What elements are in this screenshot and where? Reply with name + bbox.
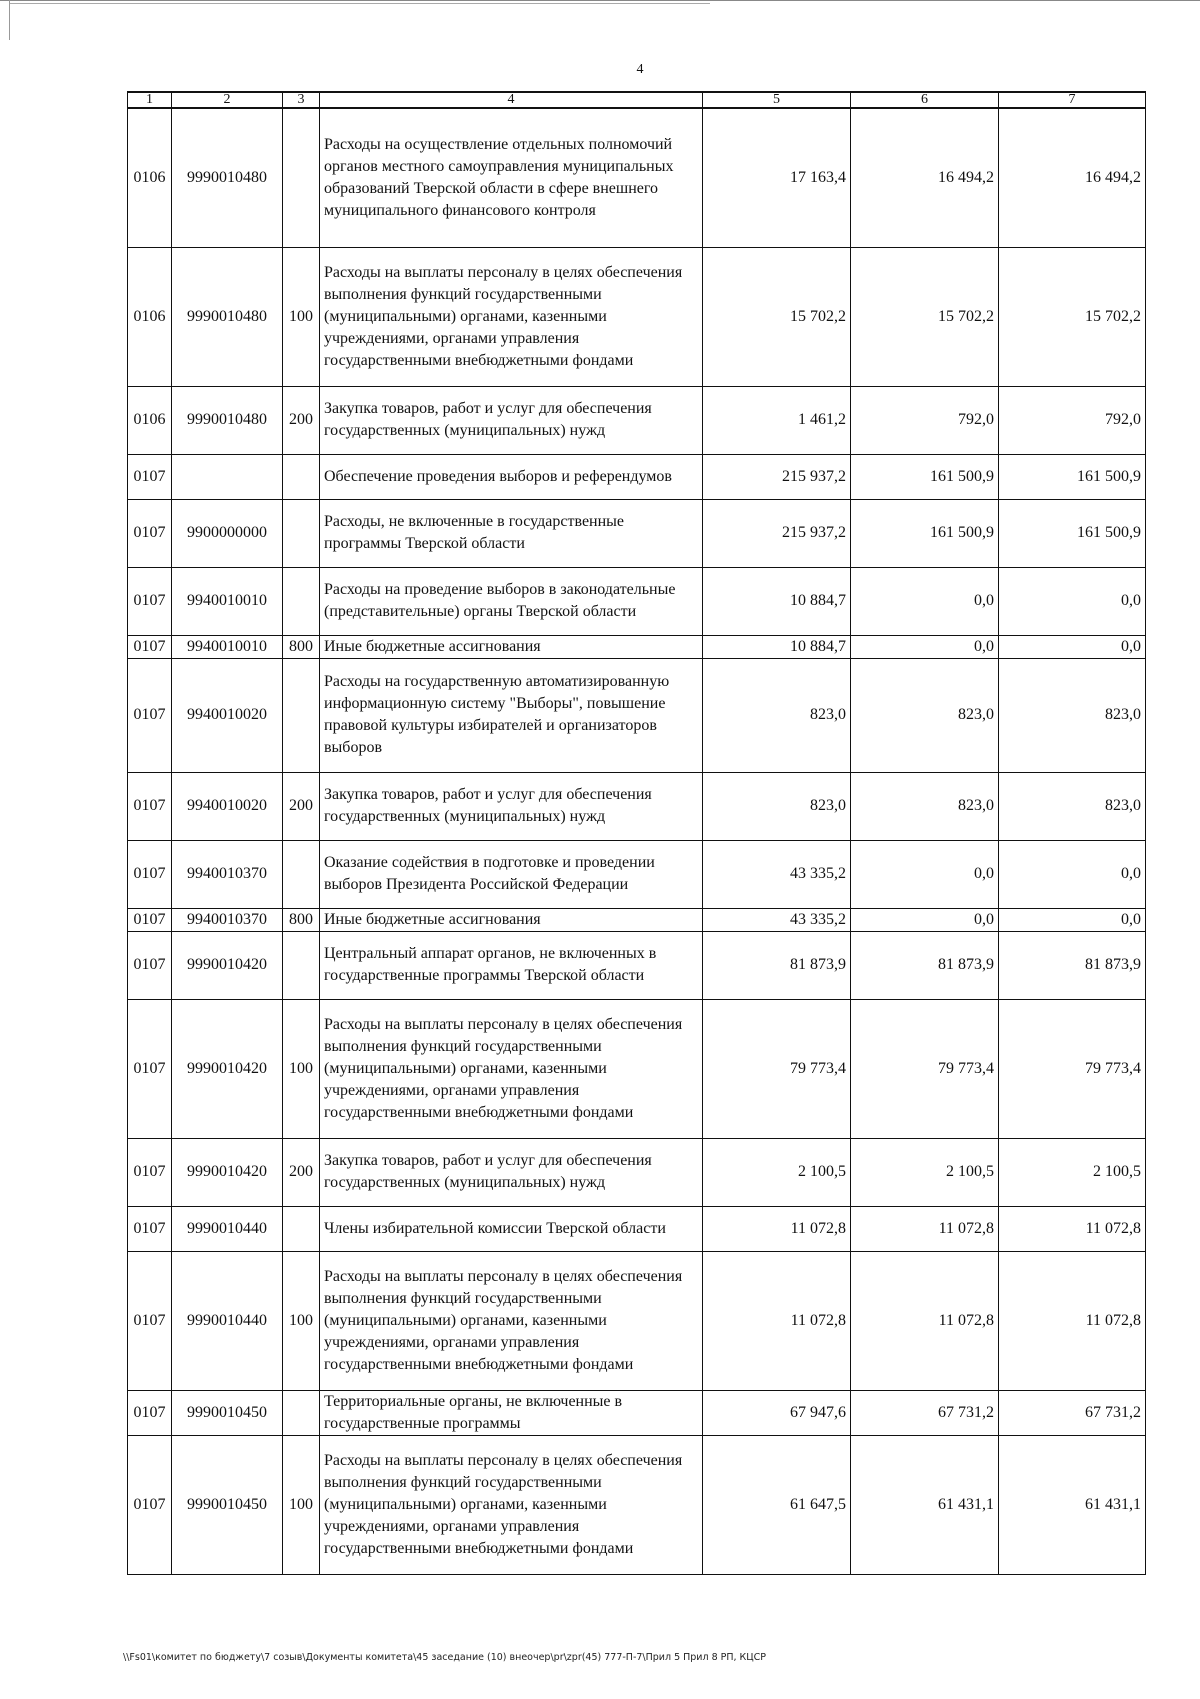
expense-type-code [283,1206,320,1251]
amount-col7: 15 702,2 [999,247,1146,386]
amount-col5: 61 647,5 [703,1435,851,1574]
expense-type-code [283,499,320,567]
amount-col6: 823,0 [851,772,999,840]
amount-col6: 0,0 [851,567,999,635]
amount-col7: 67 731,2 [999,1390,1146,1435]
table-row [128,386,1146,454]
section-code: 0107 [128,772,172,840]
amount-col7: 823,0 [999,772,1146,840]
amount-col7: 79 773,4 [999,999,1146,1138]
amount-col7: 823,0 [999,658,1146,772]
expense-type-code: 100 [283,1251,320,1390]
expense-type-code: 100 [283,1435,320,1574]
amount-col6: 67 731,2 [851,1390,999,1435]
target-article-code: 9990010450 [172,1435,283,1574]
section-code: 0107 [128,567,172,635]
section-code: 0107 [128,931,172,999]
table-row [128,1435,1146,1574]
row-description: Расходы на выплаты персоналу в целях обеспечения выполнения функций государственными (муниципальными) органами, казенными учреждениями, органами управления государственными внебюджетными фондами [320,1435,703,1574]
expense-type-code [283,1390,320,1435]
amount-col5: 823,0 [703,658,851,772]
amount-col7: 161 500,9 [999,499,1146,567]
amount-col7: 792,0 [999,386,1146,454]
column-header: 7 [999,92,1146,108]
amount-col6: 0,0 [851,635,999,658]
amount-col5: 43 335,2 [703,840,851,908]
expense-type-code: 200 [283,386,320,454]
target-article-code [172,454,283,499]
target-article-code: 9940010010 [172,635,283,658]
amount-col7: 81 873,9 [999,931,1146,999]
row-description: Оказание содействия в подготовке и проведении выборов Президента Российской Федерации [320,840,703,908]
section-code: 0107 [128,1251,172,1390]
table-row [128,454,1146,499]
section-code: 0107 [128,840,172,908]
amount-col6: 823,0 [851,658,999,772]
expense-type-code [283,567,320,635]
amount-col5: 2 100,5 [703,1138,851,1206]
expense-type-code: 200 [283,1138,320,1206]
row-description: Расходы на выплаты персоналу в целях обеспечения выполнения функций государственными (муниципальными) органами, казенными учреждениями, органами управления государственными внебюджетными фондами [320,247,703,386]
section-code: 0107 [128,1206,172,1251]
budget-table [127,91,1146,1575]
amount-col5: 79 773,4 [703,999,851,1138]
target-article-code: 9990010420 [172,1138,283,1206]
table-header-row [128,92,1146,108]
table-row [128,999,1146,1138]
amount-col7: 61 431,1 [999,1435,1146,1574]
row-description: Закупка товаров, работ и услуг для обеспечения государственных (муниципальных) нужд [320,772,703,840]
amount-col6: 11 072,8 [851,1206,999,1251]
section-code: 0107 [128,1390,172,1435]
row-description: Расходы на выплаты персоналу в целях обеспечения выполнения функций государственными (муниципальными) органами, казенными учреждениями, органами управления государственными внебюджетными фондами [320,1251,703,1390]
section-code: 0107 [128,1435,172,1574]
target-article-code: 9990010480 [172,247,283,386]
section-code: 0107 [128,499,172,567]
row-description: Территориальные органы, не включенные в государственные программы [320,1390,703,1435]
table-row [128,1251,1146,1390]
section-code: 0106 [128,386,172,454]
amount-col7: 11 072,8 [999,1206,1146,1251]
amount-col6: 0,0 [851,840,999,908]
row-description: Центральный аппарат органов, не включенных в государственные программы Тверской области [320,931,703,999]
amount-col6: 792,0 [851,386,999,454]
column-header: 3 [283,92,320,108]
table-row [128,1390,1146,1435]
amount-col5: 215 937,2 [703,499,851,567]
amount-col6: 81 873,9 [851,931,999,999]
row-description: Члены избирательной комиссии Тверской области [320,1206,703,1251]
amount-col7: 0,0 [999,567,1146,635]
table-row [128,1206,1146,1251]
target-article-code: 9940010370 [172,840,283,908]
target-article-code: 9990010480 [172,386,283,454]
target-article-code: 9900000000 [172,499,283,567]
row-description: Расходы, не включенные в государственные программы Тверской области [320,499,703,567]
row-description: Закупка товаров, работ и услуг для обеспечения государственных (муниципальных) нужд [320,1138,703,1206]
page-number: 4 [636,62,644,77]
amount-col6: 2 100,5 [851,1138,999,1206]
amount-col5: 1 461,2 [703,386,851,454]
section-code: 0107 [128,999,172,1138]
column-header: 2 [172,92,283,108]
expense-type-code: 800 [283,908,320,931]
amount-col7: 2 100,5 [999,1138,1146,1206]
amount-col7: 161 500,9 [999,454,1146,499]
amount-col5: 11 072,8 [703,1206,851,1251]
table-row [128,635,1146,658]
amount-col7: 0,0 [999,908,1146,931]
amount-col6: 15 702,2 [851,247,999,386]
section-code: 0107 [128,454,172,499]
row-description: Расходы на осуществление отдельных полномочий органов местного самоуправления муниципальных образований Тверской области в сфере внешнего муниципального финансового контроля [320,108,703,247]
target-article-code: 9990010440 [172,1206,283,1251]
expense-type-code: 200 [283,772,320,840]
row-description: Иные бюджетные ассигнования [320,635,703,658]
amount-col6: 161 500,9 [851,499,999,567]
table-row [128,499,1146,567]
expense-type-code [283,658,320,772]
amount-col7: 0,0 [999,840,1146,908]
scan-left-edge-line [9,0,10,40]
section-code: 0107 [128,908,172,931]
target-article-code: 9990010480 [172,108,283,247]
expense-type-code: 100 [283,999,320,1138]
section-code: 0107 [128,1138,172,1206]
row-description: Расходы на государственную автоматизированную информационную систему "Выборы", повышение правовой культуры избирателей и организаторов выборов [320,658,703,772]
amount-col5: 10 884,7 [703,635,851,658]
target-article-code: 9990010420 [172,931,283,999]
row-description: Иные бюджетные ассигнования [320,908,703,931]
amount-col7: 0,0 [999,635,1146,658]
target-article-code: 9990010440 [172,1251,283,1390]
amount-col5: 10 884,7 [703,567,851,635]
column-header: 4 [320,92,703,108]
table-row [128,658,1146,772]
amount-col6: 161 500,9 [851,454,999,499]
table-row [128,931,1146,999]
row-description: Расходы на выплаты персоналу в целях обеспечения выполнения функций государственными (муниципальными) органами, казенными учреждениями, органами управления государственными внебюджетными фондами [320,999,703,1138]
amount-col6: 61 431,1 [851,1435,999,1574]
table-row [128,840,1146,908]
amount-col7: 16 494,2 [999,108,1146,247]
target-article-code: 9940010370 [172,908,283,931]
table-row [128,247,1146,386]
amount-col5: 81 873,9 [703,931,851,999]
target-article-code: 9940010020 [172,772,283,840]
amount-col6: 16 494,2 [851,108,999,247]
expense-type-code [283,454,320,499]
amount-col7: 11 072,8 [999,1251,1146,1390]
amount-col5: 823,0 [703,772,851,840]
expense-type-code: 800 [283,635,320,658]
amount-col5: 15 702,2 [703,247,851,386]
table-row [128,108,1146,247]
row-description: Закупка товаров, работ и услуг для обеспечения государственных (муниципальных) нужд [320,386,703,454]
target-article-code: 9990010420 [172,999,283,1138]
section-code: 0107 [128,658,172,772]
expense-type-code [283,931,320,999]
column-header: 1 [128,92,172,108]
row-description: Расходы на проведение выборов в законодательные (представительные) органы Тверской области [320,567,703,635]
expense-type-code [283,840,320,908]
amount-col6: 0,0 [851,908,999,931]
section-code: 0106 [128,108,172,247]
amount-col6: 11 072,8 [851,1251,999,1390]
scan-top-edge-line [10,3,710,4]
table-row [128,567,1146,635]
section-code: 0107 [128,635,172,658]
footer-file-path: \\Fs01\комитет по бюджету\7 созыв\Документы комитета\45 заседание (10) внеочер\pr\zpr(45) 777-П-7\Прил 5 Прил 8 РП, КЦСР [123,1652,767,1663]
table-row [128,1138,1146,1206]
amount-col5: 43 335,2 [703,908,851,931]
table-row [128,772,1146,840]
amount-col5: 17 163,4 [703,108,851,247]
target-article-code: 9990010450 [172,1390,283,1435]
column-header: 6 [851,92,999,108]
amount-col6: 79 773,4 [851,999,999,1138]
table-row [128,908,1146,931]
expense-type-code [283,108,320,247]
section-code: 0106 [128,247,172,386]
expense-type-code: 100 [283,247,320,386]
column-header: 5 [703,92,851,108]
row-description: Обеспечение проведения выборов и референдумов [320,454,703,499]
amount-col5: 11 072,8 [703,1251,851,1390]
target-article-code: 9940010010 [172,567,283,635]
target-article-code: 9940010020 [172,658,283,772]
amount-col5: 67 947,6 [703,1390,851,1435]
amount-col5: 215 937,2 [703,454,851,499]
